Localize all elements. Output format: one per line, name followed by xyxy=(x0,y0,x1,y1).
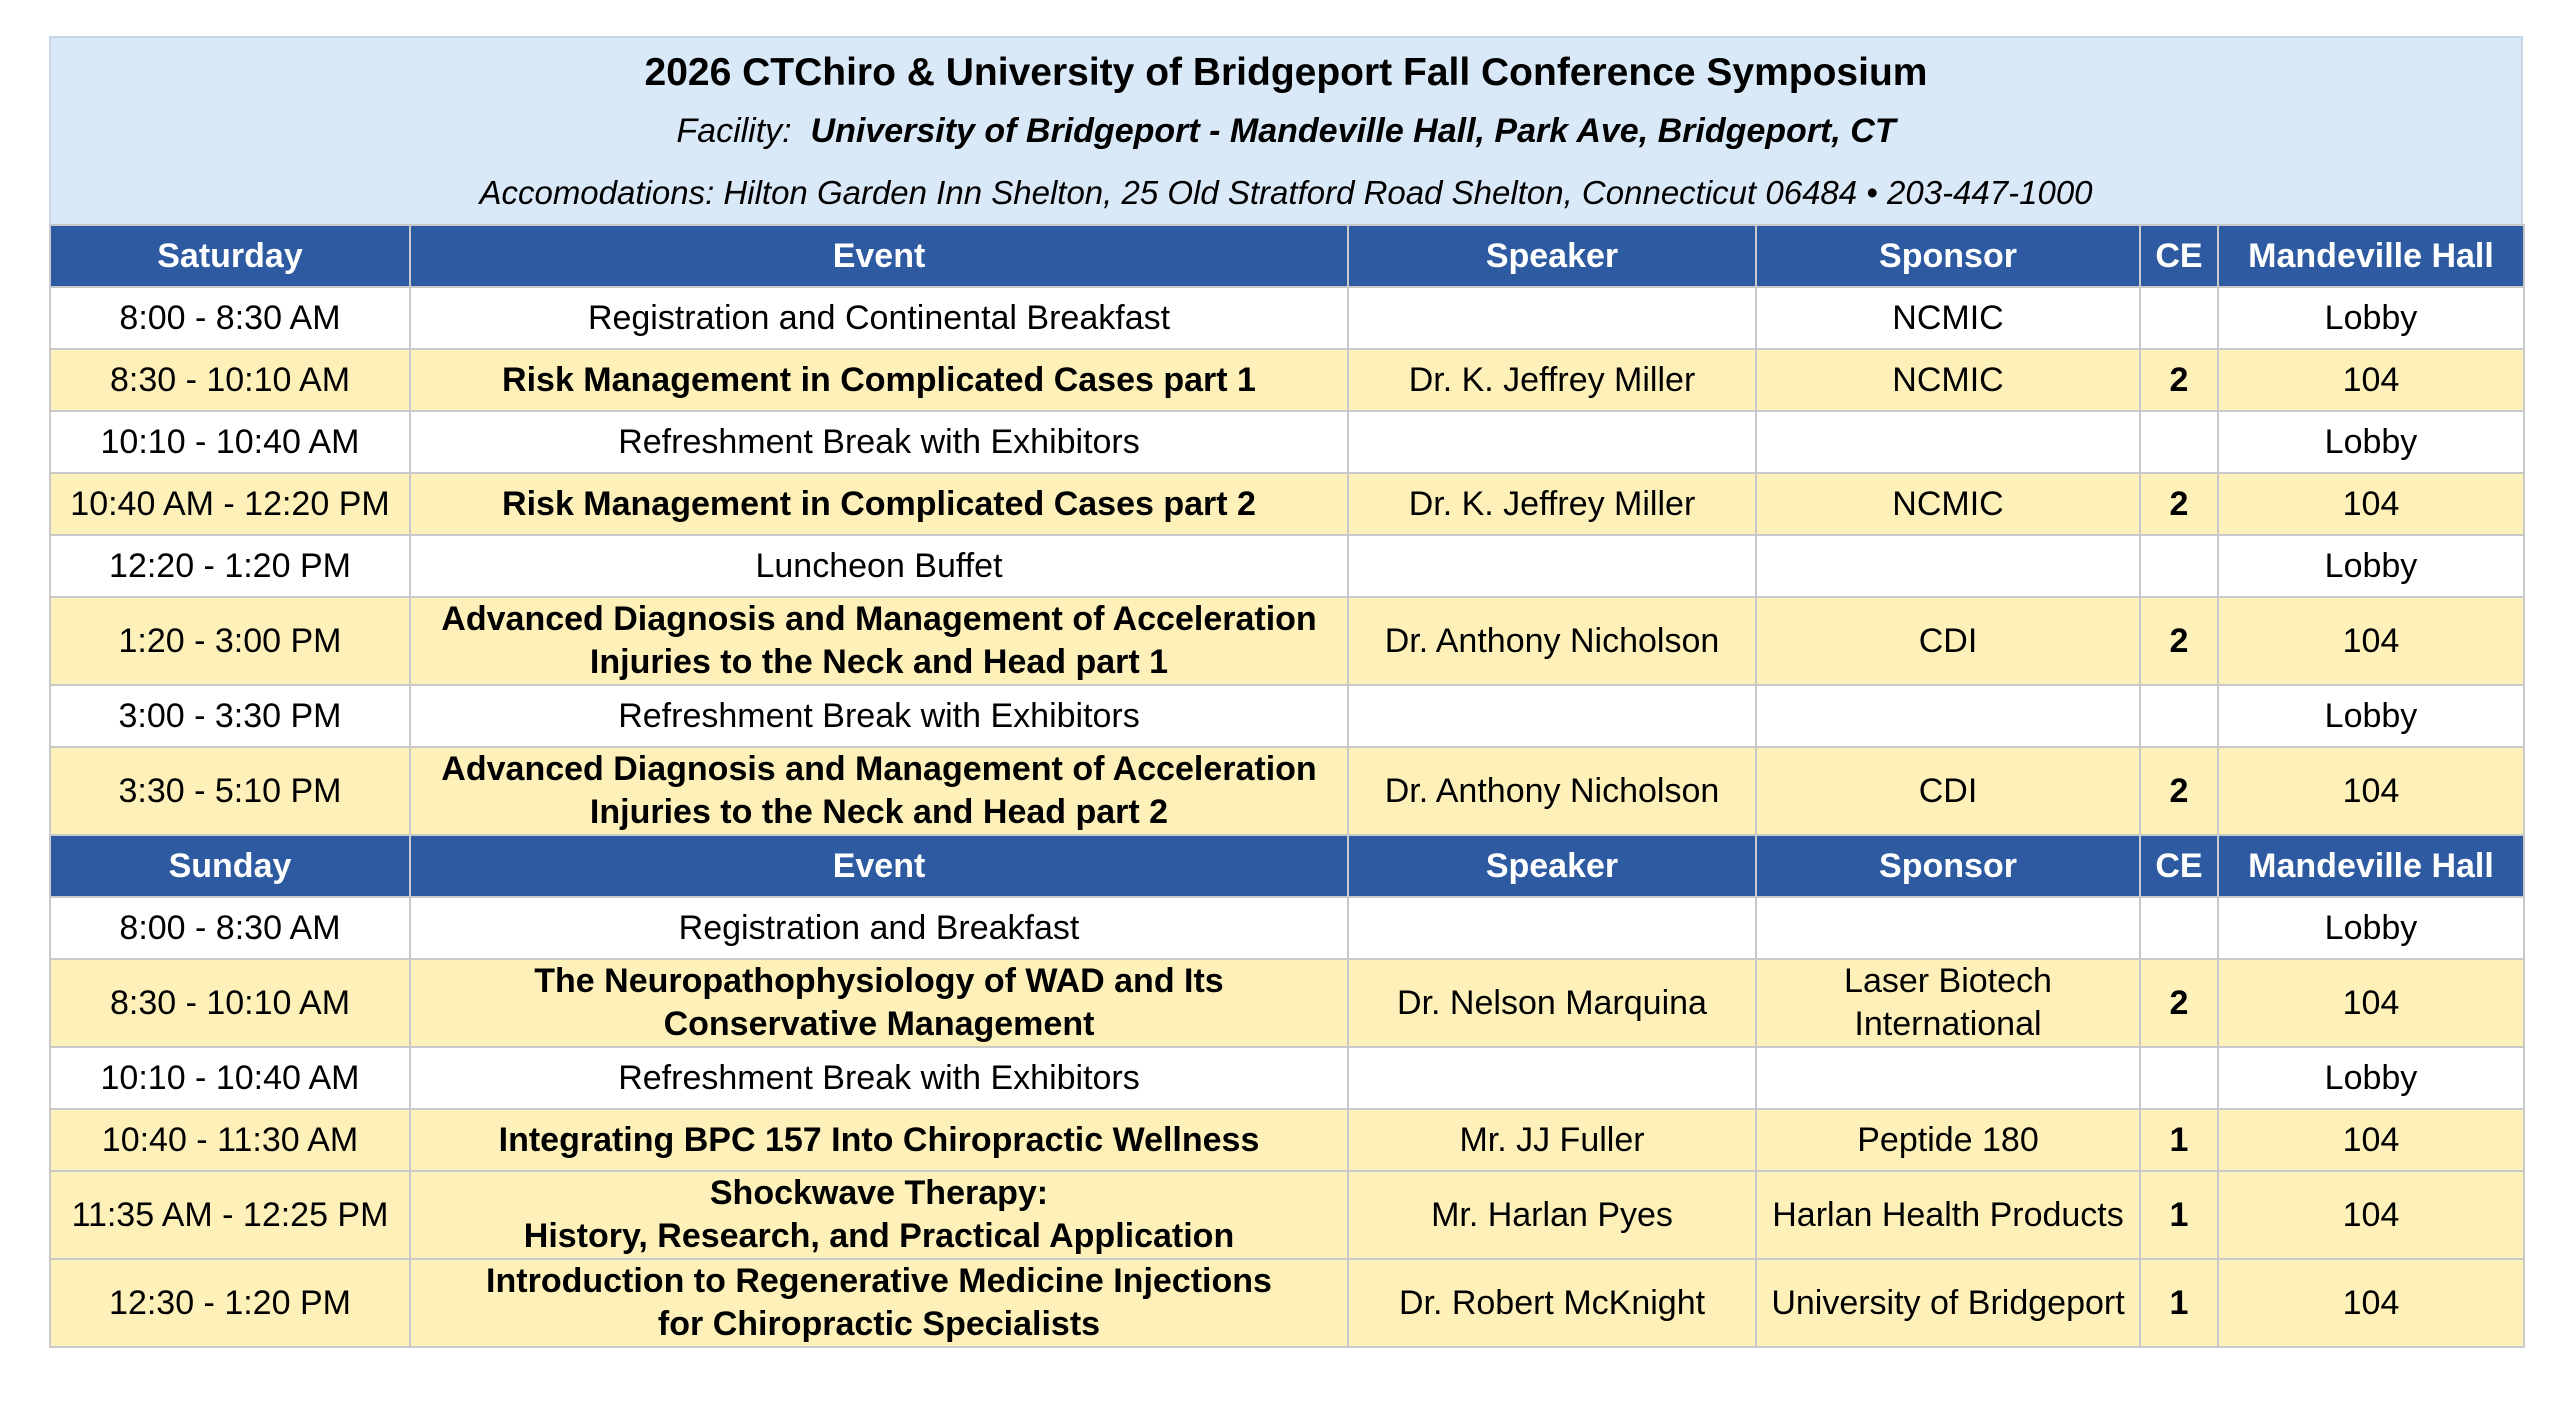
sponsor-line: Peptide 180 xyxy=(1857,1120,2039,1159)
speaker-cell xyxy=(1348,959,1756,1047)
speaker-cell xyxy=(1348,1109,1756,1171)
table-row xyxy=(50,897,2524,959)
event-cell xyxy=(410,535,1348,597)
event-cell xyxy=(410,747,1348,835)
speaker-cell xyxy=(1348,535,1756,597)
sponsor-line: Laser Biotech xyxy=(1844,962,2052,1000)
hall-cell xyxy=(2218,747,2524,835)
event-line: Advanced Diagnosis and Management of Acceleration xyxy=(441,600,1317,638)
ce-line: 2 xyxy=(2169,983,2189,1022)
sponsor-line: Harlan Health Products xyxy=(1772,1195,2124,1234)
time-line: 12:30 - 1:20 PM xyxy=(109,1283,351,1322)
event-cell xyxy=(410,685,1348,747)
hall-line: 104 xyxy=(2342,484,2400,523)
hall-line: 104 xyxy=(2342,621,2400,660)
event-line: Injuries to the Neck and Head part 1 xyxy=(589,643,1169,681)
event-column-header: Event xyxy=(410,835,1348,897)
event-line: Registration and Continental Breakfast xyxy=(587,298,1171,337)
time-line: 11:35 AM - 12:25 PM xyxy=(71,1195,389,1234)
time-cell xyxy=(50,685,410,747)
hall-cell xyxy=(2218,897,2524,959)
event-line: Refreshment Break with Exhibitors xyxy=(618,422,1140,461)
sponsor-line: University of Bridgeport xyxy=(1771,1283,2125,1322)
time-line: 10:10 - 10:40 AM xyxy=(100,1058,360,1097)
hall-cell xyxy=(2218,1047,2524,1109)
ce-column-header: CE xyxy=(2140,835,2218,897)
hall-cell xyxy=(2218,685,2524,747)
hall-line: Lobby xyxy=(2324,1058,2418,1097)
speaker-line: Mr. JJ Fuller xyxy=(1459,1120,1645,1159)
speaker-line: Dr. Anthony Nicholson xyxy=(1384,771,1720,810)
time-cell xyxy=(50,1047,410,1109)
speaker-cell xyxy=(1348,349,1756,411)
day-column-header: Sunday xyxy=(50,835,410,897)
sponsor-cell xyxy=(1756,535,2140,597)
hall-line: Lobby xyxy=(2324,298,2418,337)
event-line: History, Research, and Practical Application xyxy=(523,1217,1235,1255)
event-cell xyxy=(410,1171,1348,1259)
sponsor-cell xyxy=(1756,1109,2140,1171)
hall-column-header: Mandeville Hall xyxy=(2218,225,2524,287)
speaker-line: Dr. K. Jeffrey Miller xyxy=(1408,484,1696,523)
time-line: 12:20 - 1:20 PM xyxy=(109,546,351,585)
hall-cell xyxy=(2218,597,2524,685)
sunday-header-row xyxy=(50,835,2524,897)
time-cell xyxy=(50,411,410,473)
table-row xyxy=(50,473,2524,535)
saturday-header-row xyxy=(50,225,2524,287)
speaker-cell xyxy=(1348,747,1756,835)
ce-cell xyxy=(2140,1259,2218,1347)
ce-cell xyxy=(2140,959,2218,1047)
hall-cell xyxy=(2218,535,2524,597)
time-cell xyxy=(50,349,410,411)
sponsor-cell xyxy=(1756,685,2140,747)
time-line: 8:30 - 10:10 AM xyxy=(109,360,351,399)
sponsor-cell xyxy=(1756,287,2140,349)
event-cell xyxy=(410,1047,1348,1109)
table-row xyxy=(50,349,2524,411)
hall-cell xyxy=(2218,1171,2524,1259)
speaker-line: Mr. Harlan Pyes xyxy=(1431,1195,1673,1234)
ce-cell xyxy=(2140,747,2218,835)
ce-line: 2 xyxy=(2169,360,2189,399)
event-line: Risk Management in Complicated Cases part 2 xyxy=(502,484,1256,523)
ce-cell xyxy=(2140,897,2218,959)
speaker-line: Dr. K. Jeffrey Miller xyxy=(1408,360,1696,399)
hall-line: 104 xyxy=(2342,360,2400,399)
sponsor-cell xyxy=(1756,1259,2140,1347)
event-line: Risk Management in Complicated Cases part 1 xyxy=(502,360,1256,399)
speaker-cell xyxy=(1348,685,1756,747)
facility-value: University of Bridgeport - Mandeville Hall, Park Ave, Bridgeport, CT xyxy=(810,112,1896,150)
ce-line: 1 xyxy=(2169,1120,2189,1159)
ce-cell xyxy=(2140,597,2218,685)
sponsor-column-header: Sponsor xyxy=(1756,835,2140,897)
time-cell xyxy=(50,897,410,959)
schedule-table xyxy=(49,224,2525,1348)
table-row xyxy=(50,411,2524,473)
event-line: for Chiropractic Specialists xyxy=(657,1305,1101,1343)
time-line: 10:40 - 11:30 AM xyxy=(101,1120,359,1159)
table-row xyxy=(50,1171,2524,1259)
event-line: Shockwave Therapy: xyxy=(709,1174,1049,1212)
ce-column-header: CE xyxy=(2140,225,2218,287)
ce-line: 2 xyxy=(2169,621,2189,660)
hall-column-header: Mandeville Hall xyxy=(2218,835,2524,897)
speaker-column-header: Speaker xyxy=(1348,225,1756,287)
sponsor-line: CDI xyxy=(1918,771,1978,810)
speaker-line: Dr. Anthony Nicholson xyxy=(1384,621,1720,660)
event-cell xyxy=(410,897,1348,959)
sponsor-cell xyxy=(1756,473,2140,535)
ce-cell xyxy=(2140,1047,2218,1109)
time-line: 10:10 - 10:40 AM xyxy=(100,422,360,461)
ce-line: 2 xyxy=(2169,771,2189,810)
sponsor-cell xyxy=(1756,1047,2140,1109)
time-line: 8:00 - 8:30 AM xyxy=(119,298,341,337)
speaker-line: Dr. Nelson Marquina xyxy=(1397,983,1707,1022)
time-cell xyxy=(50,597,410,685)
speaker-cell xyxy=(1348,1259,1756,1347)
ce-line: 2 xyxy=(2169,484,2189,523)
event-line: Refreshment Break with Exhibitors xyxy=(618,696,1140,735)
sponsor-line: International xyxy=(1854,1005,2042,1043)
schedule-header xyxy=(49,36,2523,224)
sponsor-cell xyxy=(1756,349,2140,411)
sponsor-line: CDI xyxy=(1918,621,1978,660)
time-line: 8:00 - 8:30 AM xyxy=(119,908,341,947)
event-cell xyxy=(410,959,1348,1047)
table-row xyxy=(50,959,2524,1047)
time-line: 10:40 AM - 12:20 PM xyxy=(70,484,390,523)
table-row xyxy=(50,597,2524,685)
event-line: Luncheon Buffet xyxy=(755,546,1003,585)
hall-line: Lobby xyxy=(2324,422,2418,461)
sponsor-line: NCMIC xyxy=(1892,360,2004,399)
time-cell xyxy=(50,1109,410,1171)
event-cell xyxy=(410,473,1348,535)
sponsor-cell xyxy=(1756,897,2140,959)
speaker-cell xyxy=(1348,287,1756,349)
sponsor-cell xyxy=(1756,411,2140,473)
time-cell xyxy=(50,1171,410,1259)
time-cell xyxy=(50,959,410,1047)
event-cell xyxy=(410,411,1348,473)
schedule-document xyxy=(49,36,2523,1348)
time-line: 3:00 - 3:30 PM xyxy=(118,696,342,735)
facility-line xyxy=(51,100,2521,162)
time-line: 1:20 - 3:00 PM xyxy=(118,621,342,660)
speaker-cell xyxy=(1348,897,1756,959)
event-column-header: Event xyxy=(410,225,1348,287)
speaker-column-header: Speaker xyxy=(1348,835,1756,897)
hall-cell xyxy=(2218,473,2524,535)
time-line: 3:30 - 5:10 PM xyxy=(118,771,342,810)
event-line: Refreshment Break with Exhibitors xyxy=(618,1058,1140,1097)
event-line: Injuries to the Neck and Head part 2 xyxy=(589,793,1169,831)
table-row xyxy=(50,1259,2524,1347)
sponsor-line: NCMIC xyxy=(1892,298,2004,337)
hall-cell xyxy=(2218,287,2524,349)
event-line: Registration and Breakfast xyxy=(678,908,1080,947)
ce-cell xyxy=(2140,287,2218,349)
ce-cell xyxy=(2140,473,2218,535)
ce-cell xyxy=(2140,685,2218,747)
hall-line: Lobby xyxy=(2324,546,2418,585)
event-cell xyxy=(410,1109,1348,1171)
event-cell xyxy=(410,1259,1348,1347)
hall-cell xyxy=(2218,1259,2524,1347)
sponsor-cell xyxy=(1756,959,2140,1047)
ce-cell xyxy=(2140,411,2218,473)
ce-line: 1 xyxy=(2169,1195,2189,1234)
hall-line: Lobby xyxy=(2324,908,2418,947)
time-cell xyxy=(50,1259,410,1347)
speaker-cell xyxy=(1348,473,1756,535)
hall-line: Lobby xyxy=(2324,696,2418,735)
sponsor-line: NCMIC xyxy=(1892,484,2004,523)
sponsor-cell xyxy=(1756,1171,2140,1259)
event-line: Advanced Diagnosis and Management of Acceleration xyxy=(441,750,1317,788)
sponsor-cell xyxy=(1756,747,2140,835)
hall-line: 104 xyxy=(2342,1120,2400,1159)
table-row xyxy=(50,747,2524,835)
ce-cell xyxy=(2140,1109,2218,1171)
facility-label: Facility: xyxy=(676,112,792,150)
speaker-cell xyxy=(1348,597,1756,685)
speaker-cell xyxy=(1348,411,1756,473)
hall-cell xyxy=(2218,959,2524,1047)
sponsor-column-header: Sponsor xyxy=(1756,225,2140,287)
hall-line: 104 xyxy=(2342,983,2400,1022)
sponsor-cell xyxy=(1756,597,2140,685)
time-cell xyxy=(50,747,410,835)
event-cell xyxy=(410,287,1348,349)
event-line: Introduction to Regenerative Medicine Injections xyxy=(486,1262,1272,1300)
hall-line: 104 xyxy=(2342,1283,2400,1322)
event-line: Conservative Management xyxy=(663,1005,1095,1043)
page-title: 2026 CTChiro & University of Bridgeport Fall Conference Symposium xyxy=(644,51,1928,94)
table-row xyxy=(50,1047,2524,1109)
speaker-cell xyxy=(1348,1047,1756,1109)
time-cell xyxy=(50,473,410,535)
hall-cell xyxy=(2218,349,2524,411)
ce-cell xyxy=(2140,1171,2218,1259)
speaker-cell xyxy=(1348,1171,1756,1259)
accommodations-line: Accomodations: Hilton Garden Inn Shelton, 25 Old Stratford Road Shelton, Connecticut 06484 • 203-447-1000 xyxy=(479,174,2093,211)
event-cell xyxy=(410,597,1348,685)
ce-cell xyxy=(2140,535,2218,597)
hall-cell xyxy=(2218,411,2524,473)
day-column-header: Saturday xyxy=(50,225,410,287)
ce-line: 1 xyxy=(2169,1283,2189,1322)
table-row xyxy=(50,287,2524,349)
table-row xyxy=(50,685,2524,747)
time-cell xyxy=(50,287,410,349)
table-row xyxy=(50,1109,2524,1171)
hall-cell xyxy=(2218,1109,2524,1171)
event-line: The Neuropathophysiology of WAD and Its xyxy=(534,962,1224,1000)
hall-line: 104 xyxy=(2342,1195,2400,1234)
event-line: Integrating BPC 157 Into Chiropractic Wellness xyxy=(498,1120,1260,1159)
ce-cell xyxy=(2140,349,2218,411)
time-cell xyxy=(50,535,410,597)
hall-line: 104 xyxy=(2342,771,2400,810)
speaker-line: Dr. Robert McKnight xyxy=(1398,1283,1706,1322)
time-line: 8:30 - 10:10 AM xyxy=(109,983,351,1022)
table-row xyxy=(50,535,2524,597)
event-cell xyxy=(410,349,1348,411)
